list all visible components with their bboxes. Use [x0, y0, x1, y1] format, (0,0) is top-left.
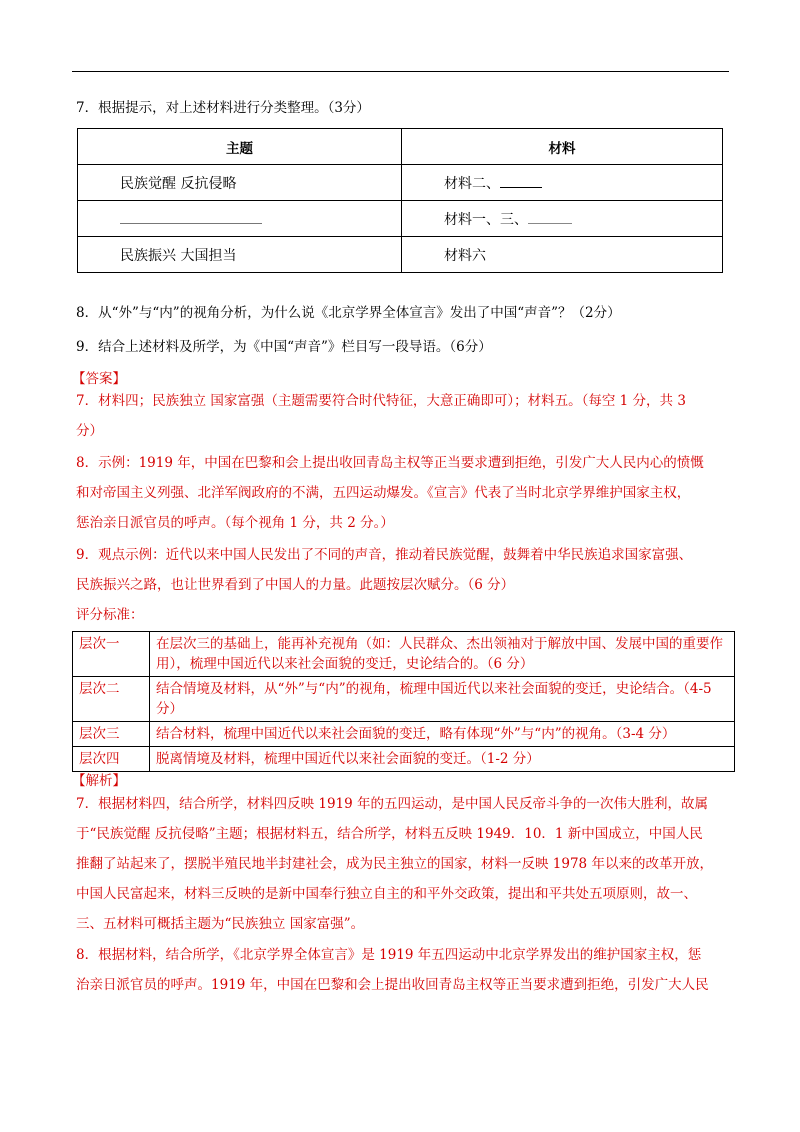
desc-cell: 在层次三的基础上，能再补充视角（如：人民群众、杰出领袖对于解放中国、发展中国的重要作用），梳理中国近代以来社会面貌的变迁，史论结合的。（6 分） — [150, 632, 735, 677]
analysis-heading: 【解析】 — [72, 773, 126, 789]
theme-cell: 民族觉醒 反抗侵略 — [78, 165, 402, 201]
text-line: 于“民族觉醒 反抗侵略”主题；根据材料五，结合所学，材料五反映 1949．10．1 新中国成立，中国人民 — [76, 826, 703, 842]
desc-cell: 结合情境及材料，从“外”与“内”的视角，梳理中国近代以来社会面貌的变迁，史论结合。（4-5 分） — [150, 677, 735, 722]
text-line: 8．示例：1919 年，中国在巴黎和会上提出收回青岛主权等正当要求遭到拒绝，引发广大人民内心的愤慨 — [76, 455, 704, 471]
level-cell: 层次四 — [73, 747, 150, 772]
question-7-prompt: 7．根据提示，对上述材料进行分类整理。（3分） — [76, 100, 370, 116]
level-cell: 层次三 — [73, 722, 150, 747]
desc-cell: 结合材料，梳理中国近代以来社会面貌的变迁，略有体现“外”与“内”的视角。（3-4 分） — [150, 722, 735, 747]
text-line: 8．根据材料，结合所学，《北京学界全体宣言》是 1919 年五四运动中北京学界发出的维护国家主权，惩 — [76, 947, 702, 963]
text-line: 治亲日派官员的呼声。1919 年，中国在巴黎和会上提出收回青岛主权等正当要求遭到拒绝，引发广大人民 — [76, 977, 709, 993]
text-line: 和对帝国主义列强、北洋军阀政府的不满，五四运动爆发。《宣言》代表了当时北京学界维护国家主权， — [76, 485, 691, 501]
level-cell: 层次二 — [73, 677, 150, 722]
table-row — [78, 237, 723, 273]
grading-table — [72, 631, 735, 772]
table-row — [73, 722, 735, 747]
question-9-prompt: 9．结合上述材料及所学，为《中国“声音”》栏目写一段导语。（6分） — [76, 339, 492, 355]
text-line: 7．根据材料四，结合所学，材料四反映 1919 年的五四运动，是中国人民反帝斗争的一次伟大胜利，故属 — [76, 796, 709, 812]
header-rule — [72, 71, 729, 72]
material-text: 材料一、三、 — [444, 211, 528, 228]
header-theme: 主题 — [78, 129, 402, 165]
level-cell: 层次一 — [73, 632, 150, 677]
analysis-8 — [76, 940, 736, 1000]
header-material: 材料 — [402, 129, 723, 165]
text-line: 7．材料四；民族独立 国家富强（主题需要符合时代特征，大意正确即可）；材料五。（每空 1 分，共 3 — [76, 393, 686, 409]
answer-heading: 【答案】 — [72, 371, 126, 387]
text-line: 推翻了站起来了，摆脱半殖民地半封建社会，成为民主独立的国家，材料一反映 1978 年以来的改革开放， — [76, 856, 713, 872]
answer-blank — [120, 209, 262, 224]
theme-cell: 民族振兴 大国担当 — [78, 237, 402, 273]
answer-9 — [76, 540, 736, 600]
material-text: 材料二、 — [444, 175, 500, 192]
table-row — [73, 677, 735, 722]
criteria-label: 评分标准： — [76, 607, 144, 623]
analysis-7 — [76, 789, 736, 939]
theme-cell — [78, 201, 402, 237]
material-cell: 材料六 — [402, 237, 723, 273]
desc-cell: 脱离情境及材料，梳理中国近代以来社会面貌的变迁。（1-2 分） — [150, 747, 735, 772]
question-8-prompt: 8．从“外”与“内”的视角分析，为什么说《北京学界全体宣言》发出了中国“声音”？（2分） — [76, 305, 621, 321]
text-line: 三、五材料可概括主题为“民族独立 国家富强”。 — [76, 916, 365, 932]
material-cell — [402, 165, 723, 201]
text-line: 中国人民富起来，材料三反映的是新中国奉行独立自主的和平外交政策，提出和平共处五项原则，故一、 — [76, 886, 697, 902]
table-row — [78, 165, 723, 201]
text-line: 惩治亲日派官员的呼声。（每个视角 1 分，共 2 分。） — [76, 515, 394, 531]
table-row — [73, 632, 735, 677]
text-line: 民族振兴之路，也让世界看到了中国人的力量。此题按层次赋分。（6 分） — [76, 577, 515, 593]
answer-8 — [76, 448, 736, 538]
table-row — [78, 201, 723, 237]
text-line: 9．观点示例：近代以来中国人民发出了不同的声音，推动着民族觉醒，鼓舞着中华民族追求国家富强、 — [76, 547, 693, 563]
answer-blank — [500, 173, 542, 188]
answer-7 — [76, 386, 736, 446]
answer-blank — [528, 209, 572, 224]
text-line: 分） — [76, 423, 103, 439]
table-header-row — [78, 129, 723, 165]
classification-table — [77, 128, 723, 273]
table-row — [73, 747, 735, 772]
material-cell — [402, 201, 723, 237]
